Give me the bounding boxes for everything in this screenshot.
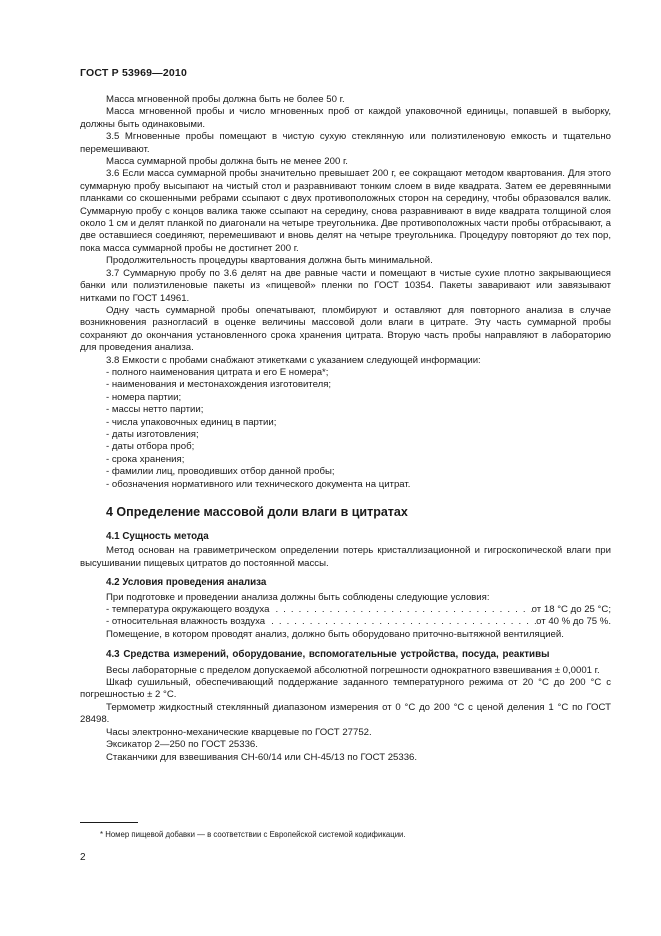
paragraph: 3.5 Мгновенные пробы помещают в чистую сухую стеклянную или полиэтиленовую емкость и тщательно перемешивают. xyxy=(80,131,611,155)
standard-designation: ГОСТ Р 53969—2010 xyxy=(80,67,188,79)
section-heading: 4 Определение массовой доли влаги в цитратах xyxy=(106,505,408,519)
paragraph: Масса мгновенной пробы должна быть не более 50 г. xyxy=(106,94,345,105)
paragraph: Стаканчики для взвешивания СН-60/14 или СН-45/13 по ГОСТ 25336. xyxy=(106,751,418,763)
list-item: - полного наименования цитрата и его Е номера*; xyxy=(106,366,329,378)
paragraph: Эксикатор 2—250 по ГОСТ 25336. xyxy=(106,739,258,751)
paragraph: Продолжительность процедуры квартования должна быть минимальной. xyxy=(106,255,433,267)
list-item: - даты отбора проб; xyxy=(106,441,195,453)
condition-value: от 40 % до 75 %. xyxy=(536,616,611,628)
list-item: - даты изготовления; xyxy=(106,428,199,440)
document-body xyxy=(80,94,611,764)
subsection-heading: 4.2 Условия проведения анализа xyxy=(106,577,267,589)
condition-row-humidity xyxy=(80,616,611,628)
list-item: - массы нетто партии; xyxy=(106,404,204,416)
list-item: - срока хранения; xyxy=(106,453,185,465)
paragraph: 3.8 Емкости с пробами снабжают этикетками с указанием следующей информации: xyxy=(106,354,481,366)
paragraph: Термометр жидкостный стеклянный диапазоном измерения от 0 °С до 200 °С с ценой деления 1 °С по ГОСТ 28498. xyxy=(80,701,611,726)
page-number: 2 xyxy=(80,852,86,863)
list-item: - фамилии лиц, проводивших отбор данной пробы; xyxy=(106,466,335,478)
footnote: * Номер пищевой добавки — в соответствии с Европейской системой кодификации. xyxy=(100,830,406,839)
paragraph: Одну часть суммарной пробы опечатывают, пломбируют и оставляют для повторного анализа в случае возникновения разногласий в оценке величины массовой доли влаги в цитрате. Эту часть суммарной пробы сохраняют до окончания установленного срока хранения цитрата. Вторую часть пробы направляют в лабораторию для проведения анализа. xyxy=(80,304,611,354)
paragraph: Весы лабораторные с пределом допускаемой абсолютной погрешности однократного взвешивания ± 0,0001 г. xyxy=(106,664,600,676)
subsection-heading: 4.1 Сущность метода xyxy=(106,531,209,542)
paragraph: Масса суммарной пробы должна быть не менее 200 г. xyxy=(106,156,348,168)
paragraph: Помещение, в котором проводят анализ, должно быть оборудовано приточно-вытяжной вентиляцией. xyxy=(106,628,564,640)
leader-dots xyxy=(269,604,531,616)
condition-value: от 18 °С до 25 °С; xyxy=(531,604,611,616)
list-item: - наименования и местонахождения изготовителя; xyxy=(106,379,332,391)
label-info-list xyxy=(80,367,611,491)
paragraph: 3.7 Суммарную пробу по 3.6 делят на две равные части и помещают в чистые сухие плотно закрывающиеся банки или полиэтиленовые пакеты из «пищевой» пленки по ГОСТ 10354. Пакеты заваривают или завязывают нитками по ГОСТ 14961. xyxy=(80,267,611,304)
list-item: - числа упаковочных единиц в партии; xyxy=(106,416,277,428)
paragraph: При подготовке и проведении анализа должны быть соблюдены следующие условия: xyxy=(106,591,490,603)
paragraph: Шкаф сушильный, обеспечивающий поддержание заданного температурного режима от 20 °С до 200 °С с погрешностью ± 2 °С. xyxy=(80,677,611,701)
footnote-separator xyxy=(80,822,138,823)
condition-row-temperature xyxy=(80,604,611,616)
list-item: - номера партии; xyxy=(106,391,182,403)
paragraph: Часы электронно-механические кварцевые по ГОСТ 27752. xyxy=(106,726,372,738)
list-item: - обозначения нормативного или технического документа на цитрат. xyxy=(106,478,411,490)
paragraph: 3.6 Если масса суммарной пробы значительно превышает 200 г, ее сокращают методом квартования. Для этого суммарную пробу высыпают на чистый стол и разравнивают тонким слоем в виде квадрата. Затем ее деревянными планками со скошенными ребрами ссыпают с двух противоположных сторон на середину, чтобы образовался валик. Суммарную пробу с концов валика также ссыпают на середину, снова разравнивают в виде квадрата толщиной слоя около 1 см и делят планкой по диагонали на четыре треугольника. Две противоположных части пробы отбрасывают, а две оставшиеся соединяют, перемешивают и вновь делят на четыре треугольника. Процедуру повторяют до тех пор, пока масса суммарной пробы не достигнет 200 г. xyxy=(80,168,611,254)
condition-label: - относительная влажность воздуха xyxy=(106,616,266,628)
paragraph: Масса мгновенной пробы и число мгновенных проб от каждой упаковочной единицы, попавшей в выборку, должны быть одинаковыми. xyxy=(80,106,611,130)
condition-label: - температура окружающего воздуха xyxy=(106,604,270,616)
subsection-heading: 4.3 Средства измерений, оборудование, вспомогательные устройства, посуда, реактивы xyxy=(106,649,550,661)
paragraph: Метод основан на гравиметрическом определении потерь кристаллизационной и гигроскопической влаги при высушивании пищевых цитратов до постоянной массы. xyxy=(80,545,611,569)
leader-dots xyxy=(265,616,536,628)
